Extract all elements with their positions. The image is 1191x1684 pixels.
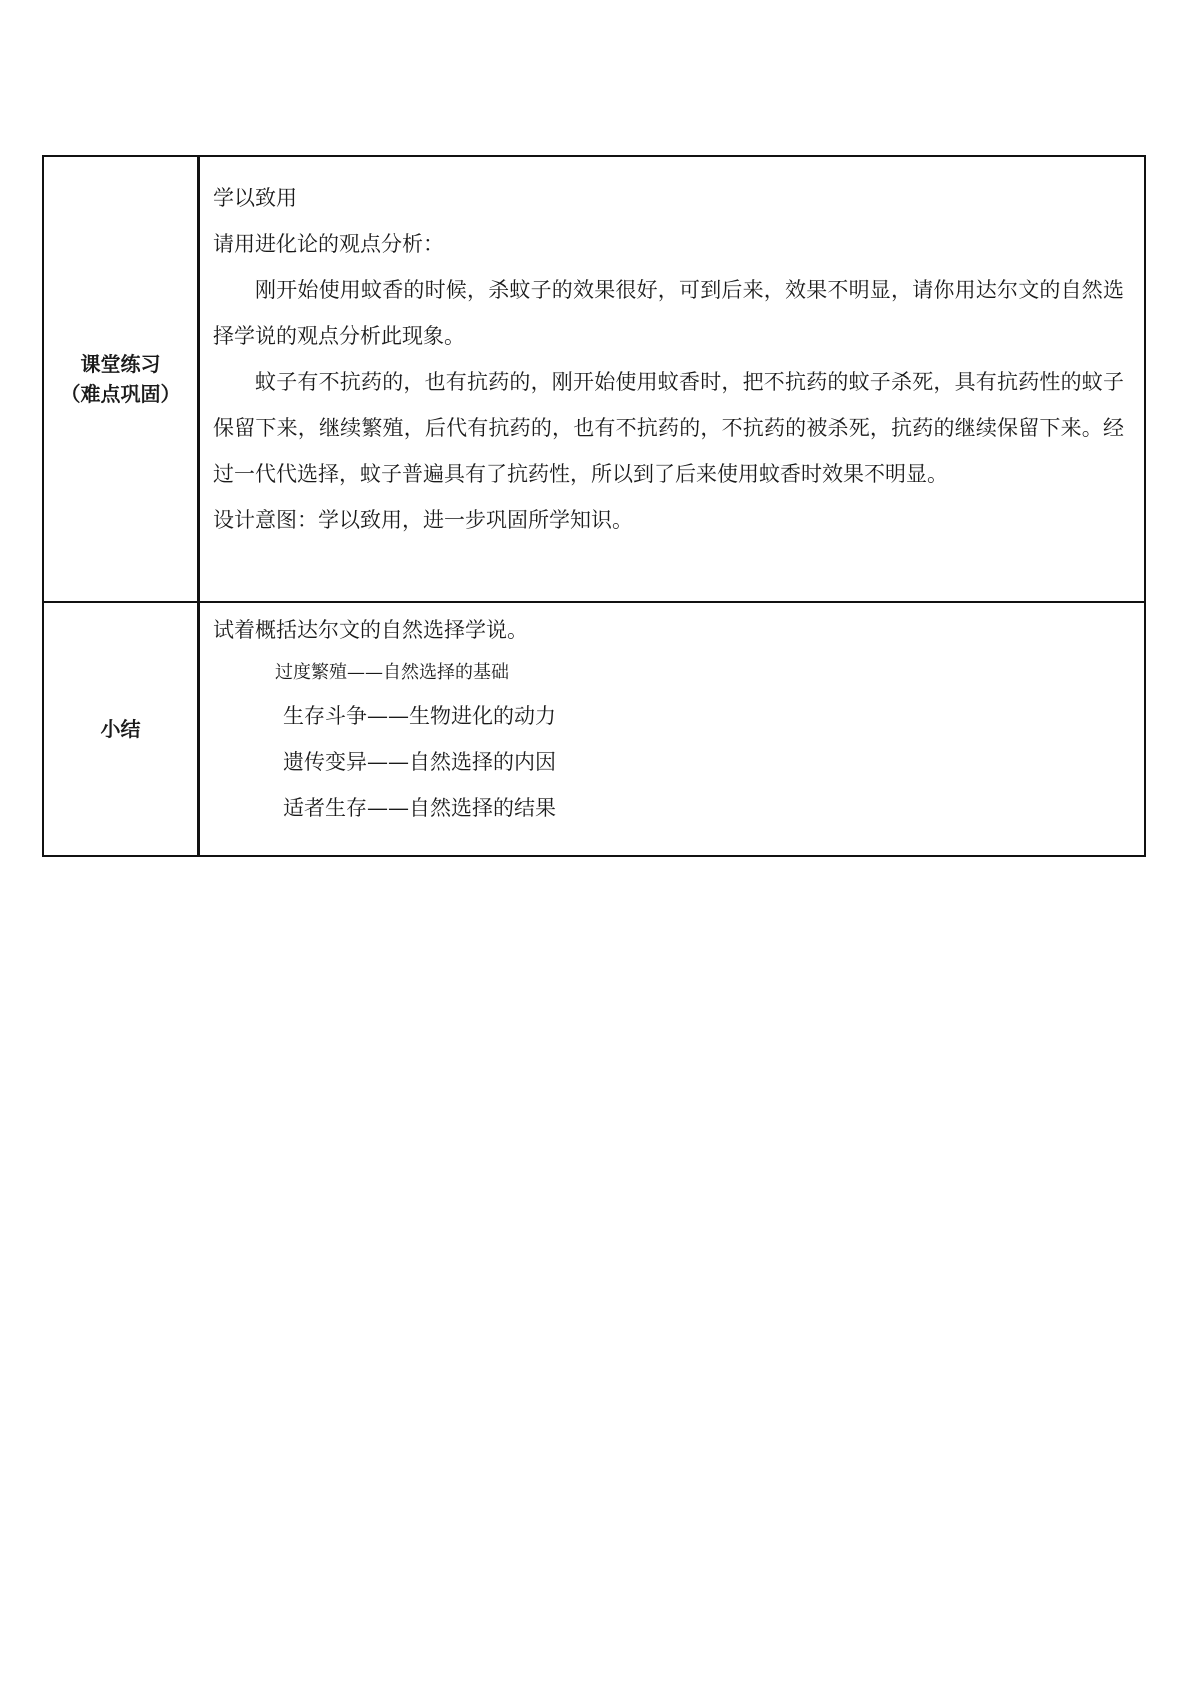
summary-point: 生存斗争——生物进化的动力	[283, 704, 556, 728]
practice-content	[199, 156, 1146, 602]
lesson-table	[42, 155, 1146, 857]
row-label-practice	[43, 156, 199, 602]
table-row-summary	[43, 602, 1145, 856]
summary-content	[199, 602, 1146, 856]
practice-question: 刚开始使用蚊香的时候，杀蚊子的效果很好，可到后来，效果不明显，请你用达尔文的自然选择学说的观点分析此现象。	[213, 278, 1124, 348]
label-practice-line2: （难点巩固）	[60, 382, 181, 406]
summary-point: 过度繁殖——自然选择的基础	[275, 662, 509, 683]
summary-point: 遗传变异——自然选择的内因	[283, 750, 556, 774]
summary-point: 适者生存——自然选择的结果	[283, 796, 556, 820]
practice-answer: 蚊子有不抗药的，也有抗药的，刚开始使用蚊香时，把不抗药的蚊子杀死，具有抗药性的蚊子保留下来，继续繁殖，后代有抗药的，也有不抗药的，不抗药的被杀死，抗药的继续保留下来。经过一代代选择，蚊子普遍具有了抗药性，所以到了后来使用蚊香时效果不明显。	[213, 370, 1124, 486]
label-practice-line1: 课堂练习	[80, 352, 161, 376]
summary-intro: 试着概括达尔文的自然选择学说。	[213, 618, 528, 642]
table-row-practice	[43, 156, 1145, 602]
practice-prompt: 请用进化论的观点分析：	[213, 232, 444, 256]
practice-title: 学以致用	[213, 186, 297, 210]
practice-design-intent: 设计意图：学以致用，进一步巩固所学知识。	[213, 508, 633, 532]
row-label-summary: 小结	[43, 602, 199, 856]
